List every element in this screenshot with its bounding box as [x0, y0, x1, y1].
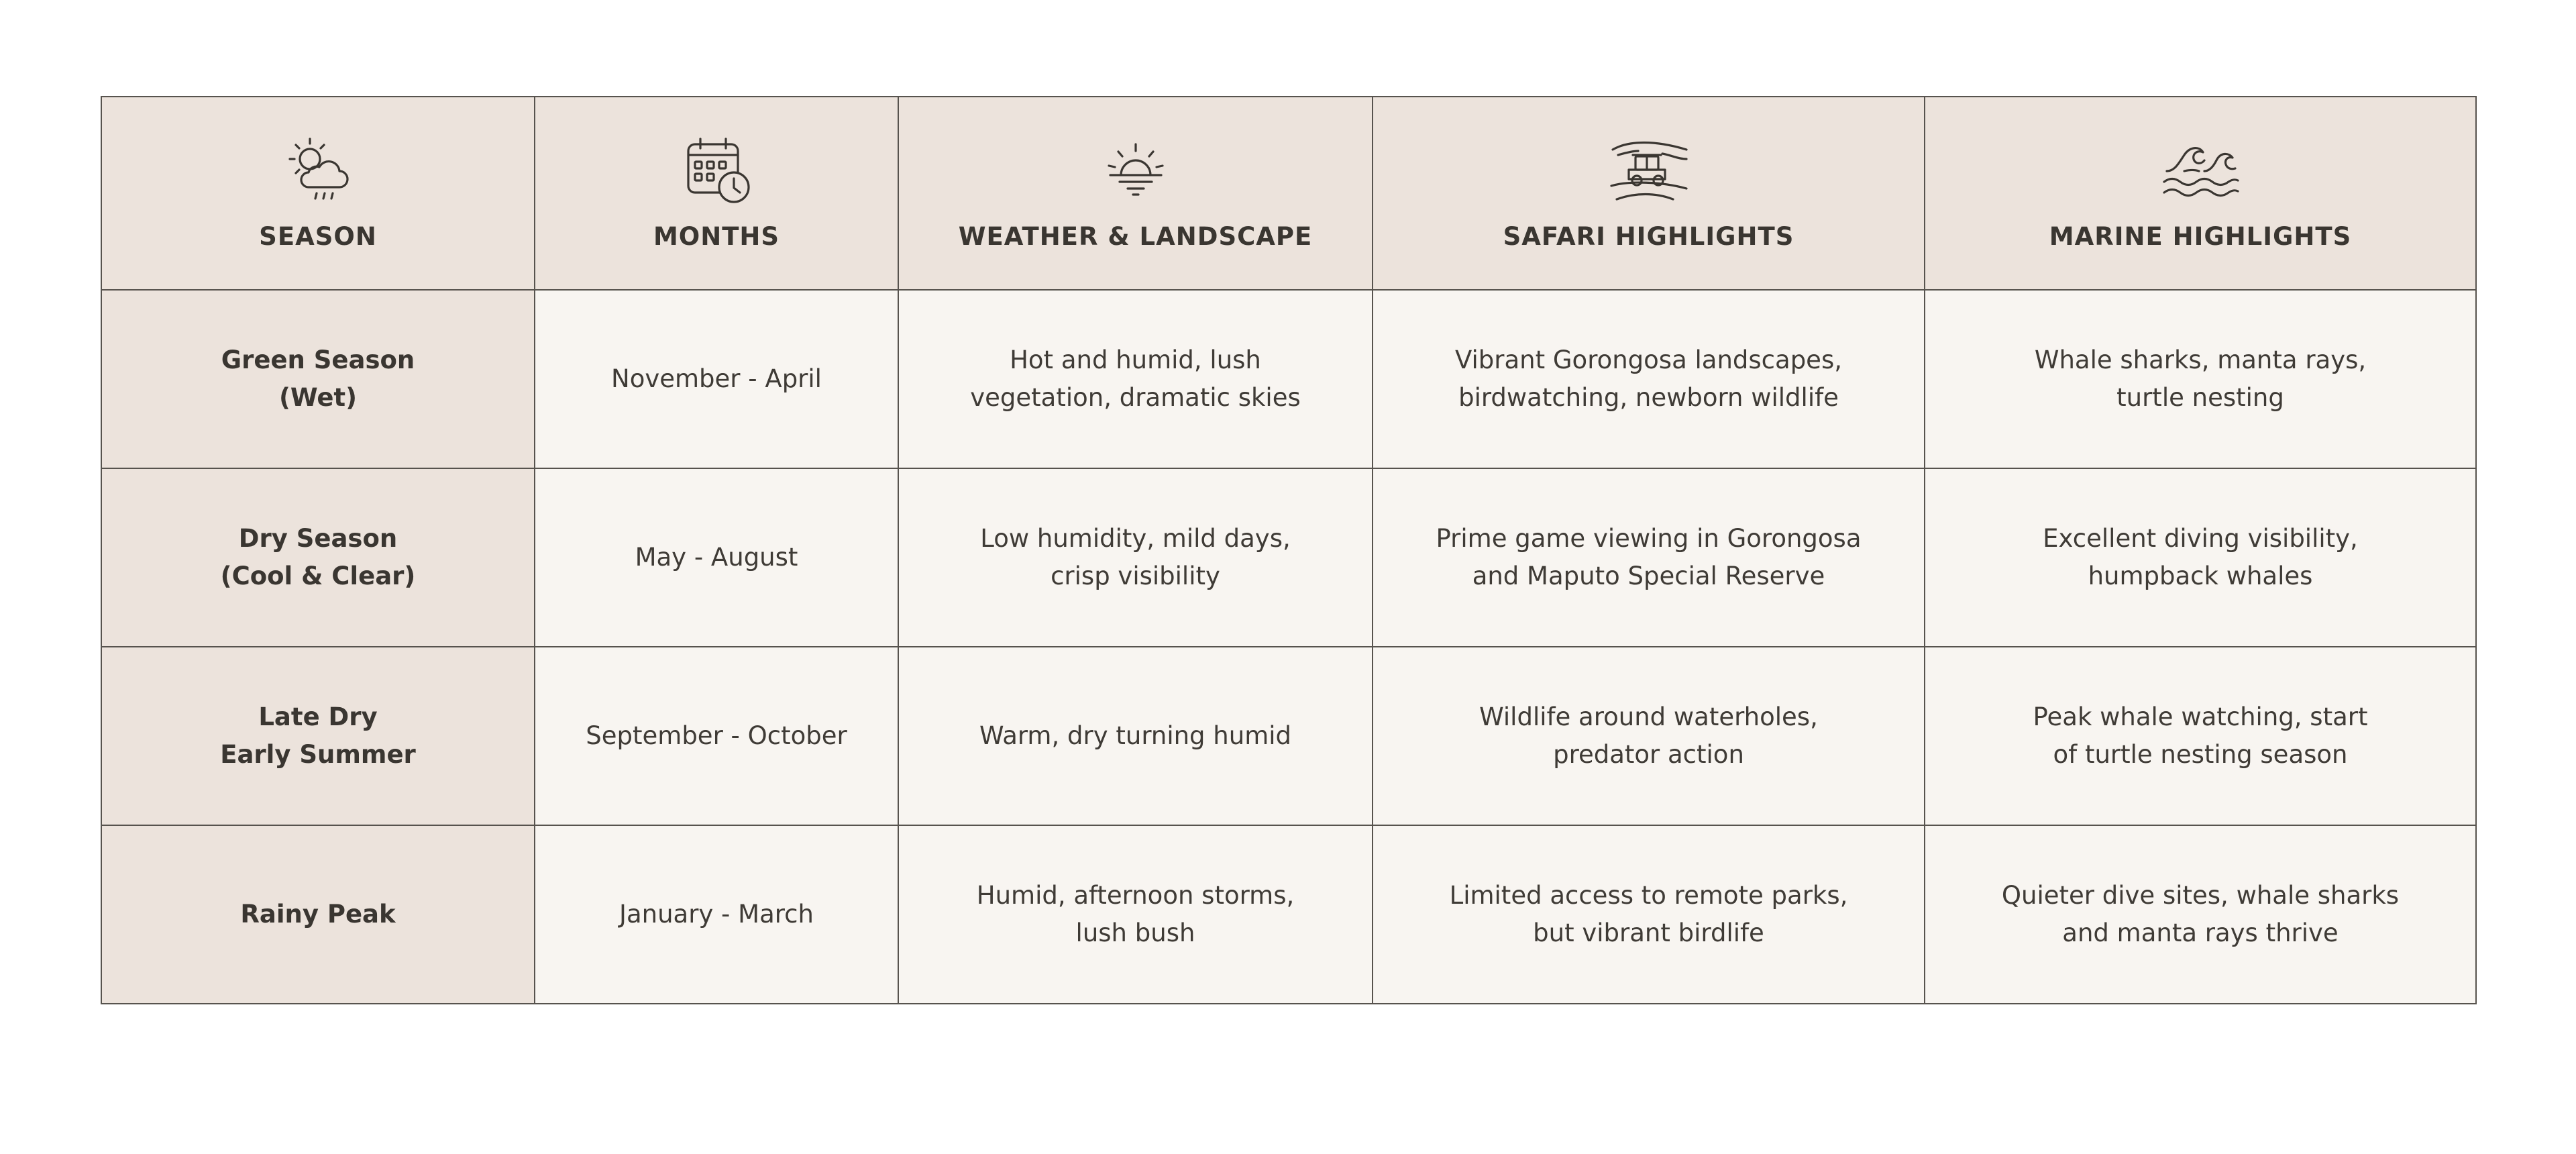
safari-line: Wildlife around waterholes, [1479, 702, 1818, 731]
safari-line: Vibrant Gorongosa landscapes, [1455, 346, 1842, 374]
months-cell [535, 290, 898, 468]
table-row [101, 290, 2476, 468]
safari-line: but vibrant birdlife [1533, 919, 1764, 947]
marine-cell [1925, 468, 2476, 647]
safari-line: and Maputo Special Reserve [1472, 562, 1825, 590]
months-cell [535, 468, 898, 647]
header-label-season: SEASON [259, 222, 377, 251]
header-marine [1925, 97, 2476, 290]
weather-line: Hot and humid, lush [1010, 346, 1261, 374]
season-line: Dry Season [238, 524, 398, 553]
safari-line: Prime game viewing in Gorongosa [1436, 524, 1862, 553]
weather-line: Low humidity, mild days, [980, 524, 1291, 553]
safari-cell [1373, 647, 1925, 825]
table-row [101, 468, 2476, 647]
season-line: Late Dry [258, 702, 378, 731]
marine-cell [1925, 825, 2476, 1004]
season-line: (Wet) [278, 383, 358, 412]
sunrise-icon [1095, 129, 1176, 210]
weather-line: crisp visibility [1051, 562, 1220, 590]
safari-jeep-icon [1609, 129, 1689, 210]
header-label-months: MONTHS [653, 222, 780, 251]
header-season [101, 97, 535, 290]
months-cell [535, 647, 898, 825]
season-line: (Cool & Clear) [220, 562, 416, 590]
season-cell [101, 290, 535, 468]
marine-cell [1925, 647, 2476, 825]
marine-line: Quieter dive sites, whale sharks [2001, 881, 2400, 910]
weather-line: Humid, afternoon storms, [976, 881, 1295, 910]
weather-line: vegetation, dramatic skies [970, 383, 1301, 412]
months-line: November - April [611, 364, 822, 393]
season-line: Green Season [221, 346, 415, 374]
header-months [535, 97, 898, 290]
header-label-marine: MARINE HIGHLIGHTS [2049, 222, 2352, 251]
header-weather [898, 97, 1373, 290]
months-line: May - August [635, 543, 798, 572]
weather-line: Warm, dry turning humid [979, 721, 1292, 750]
marine-line: of turtle nesting season [2053, 740, 2348, 769]
season-line: Early Summer [220, 740, 416, 769]
season-cell [101, 468, 535, 647]
months-cell [535, 825, 898, 1004]
weather-cell [898, 468, 1373, 647]
months-line: September - October [586, 721, 847, 750]
safari-line: birdwatching, newborn wildlife [1458, 383, 1839, 412]
marine-line: Whale sharks, manta rays, [2034, 346, 2367, 374]
marine-line: and manta rays thrive [2062, 919, 2339, 947]
safari-line: predator action [1553, 740, 1744, 769]
seasons-table [101, 96, 2477, 1004]
marine-cell [1925, 290, 2476, 468]
safari-line: Limited access to remote parks, [1449, 881, 1848, 910]
table-header-row [101, 97, 2476, 290]
season-cell [101, 825, 535, 1004]
safari-cell [1373, 290, 1925, 468]
sun-cloud-rain-icon [278, 129, 358, 210]
marine-line: turtle nesting [2116, 383, 2284, 412]
season-cell [101, 647, 535, 825]
table-row [101, 825, 2476, 1004]
weather-cell [898, 825, 1373, 1004]
marine-line: humpback whales [2088, 562, 2313, 590]
header-label-weather: WEATHER & LANDSCAPE [958, 222, 1313, 251]
season-line: Rainy Peak [240, 900, 396, 929]
calendar-clock-icon [676, 129, 757, 210]
waves-icon [2160, 129, 2241, 210]
marine-line: Excellent diving visibility, [2043, 524, 2358, 553]
table-row [101, 647, 2476, 825]
weather-cell [898, 290, 1373, 468]
weather-cell [898, 647, 1373, 825]
safari-cell [1373, 468, 1925, 647]
weather-line: lush bush [1075, 919, 1195, 947]
marine-line: Peak whale watching, start [2033, 702, 2368, 731]
header-safari [1373, 97, 1925, 290]
safari-cell [1373, 825, 1925, 1004]
header-label-safari: SAFARI HIGHLIGHTS [1503, 222, 1794, 251]
months-line: January - March [619, 900, 814, 929]
